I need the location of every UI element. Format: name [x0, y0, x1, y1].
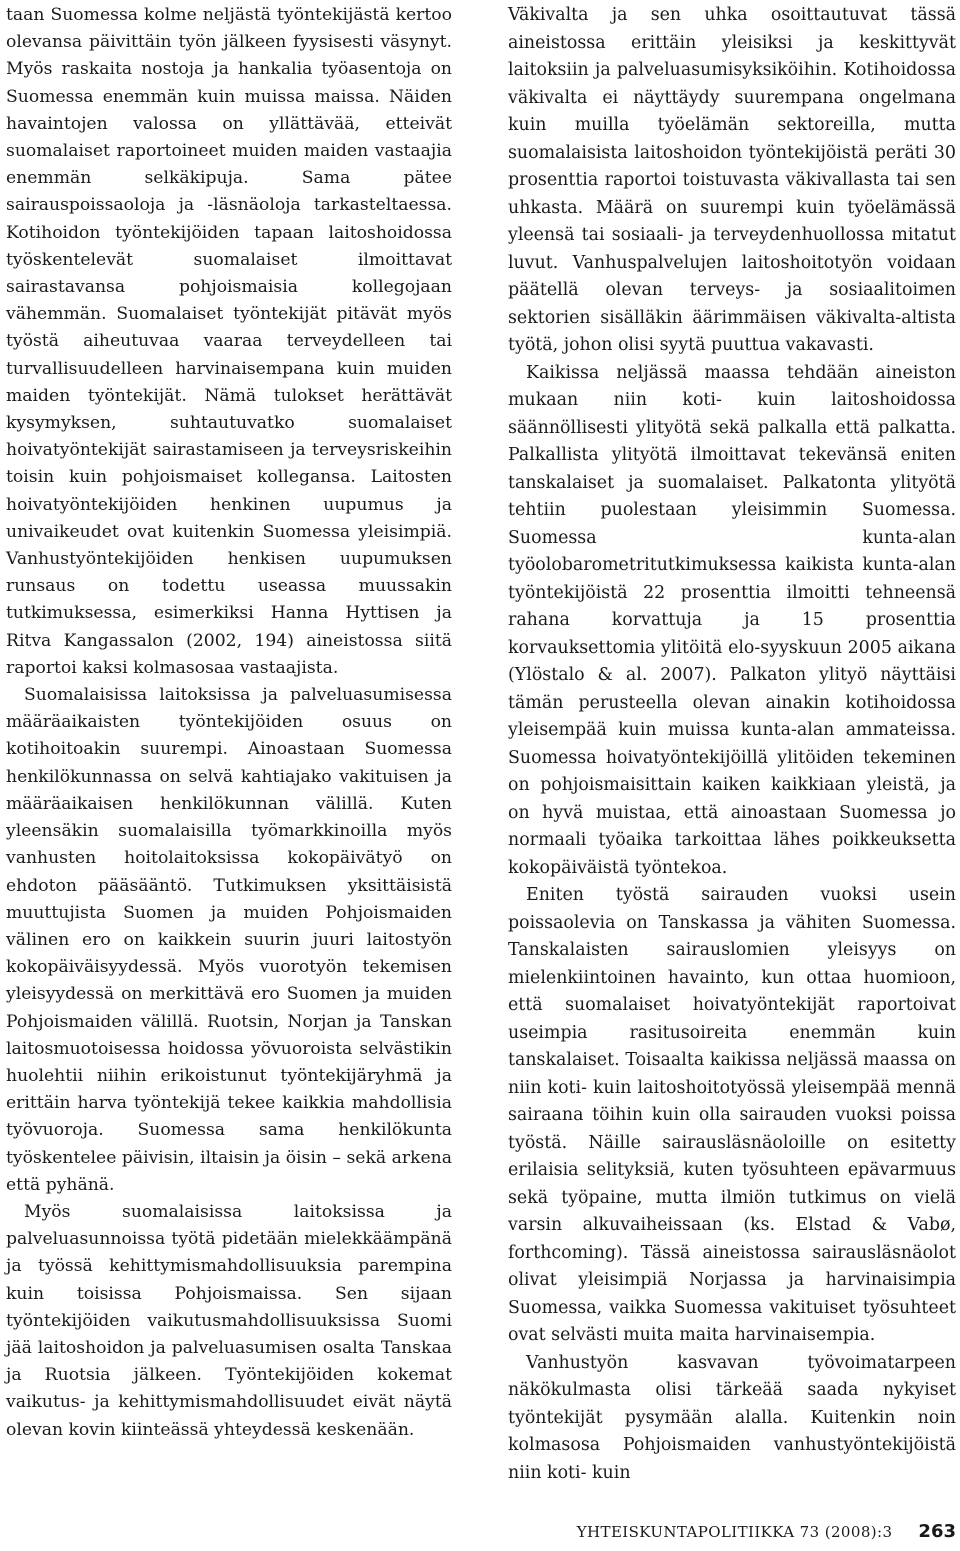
body-paragraph: Väkivalta ja sen uhka osoittautuvat tässä aineistossa erittäin yleisiksi ja keskittyvät laitoksiin ja palveluasumisyksiköihin. Kotihoidossa väkivalta ei näyttäydy suurempana ongelmana kuin muilla työelämän sektoreilla, mutta suomalaisista laitoshoidon työntekijöistä peräti 30 prosenttia raportoi toistuvasta väkivallasta tai sen uhkasta. Määrä on suurempi kuin työelämässä yleensä tai sosiaali- ja terveydenhuollossa mitatut luvut. Vanhuspalvelujen laitoshoitotyön voidaan päätellä olevan terveys- ja sosiaalitoimen sektorien sisälläkin äärimmäisen väkivalta-altista työtä, johon olisi syytä puuttua vakavasti. — [508, 5, 956, 355]
body-paragraph: Kaikissa neljässä maassa tehdään aineiston mukaan niin koti- kuin laitoshoidossa säännöllisesti ylityötä sekä palkalla että palkatta. Palkallista ylityötä ilmoittavat tekevänsä eniten tanskalaiset ja suomalaiset. Palkatonta ylityötä tehtiin puolestaan yleisimmin Suomessa. Suomessa kunta-alan työolobarometritutkimuksessa kaikista kunta-alan työntekijöistä 22 prosenttia ilmoitti tehneensä rahana korvattuja ja 15 prosenttia korvauksettomia ylitöitä elo-syyskuun 2005 aikana (Ylöstalo & al. 2007). Palkaton ylityö näyttäisi tämän perusteella olevan ainakin kotihoidossa yleisempää kuin muissa kunta-alan ammateissa. Suomessa hoivatyöntekijöillä ylitöiden tekeminen on pohjoismaisittain kaiken kaikkiaan yleistä, ja on hyvä muistaa, että ainoastaan Suomessa jo normaali työaika tarkoittaa lähes poikkeuksetta kokopäiväistä työntekoa. — [508, 362, 956, 878]
body-paragraph: taan Suomessa kolme neljästä työntekijästä kertoo olevansa päivittäin työn jälkeen fyysisesti väsynyt. Myös raskaita nostoja ja hankalia työasentoja on Suomessa enemmän kuin muissa maissa. Näiden havaintojen valossa on yllättävää, etteivät suomalaiset raportoineet muiden maiden vastaajia enemmän selkäkipuja. Sama pätee sairauspoissaoloja ja -läsnäoloja tarkasteltaessa. Kotihoidon työntekijöiden tapaan laitoshoidossa työskentelevät suomalaiset ilmoittavat sairastavansa pohjoismaisia kollegojaan vähemmän. Suomalaiset työntekijät pitävät myös työstä aiheutuvaa vaaraa terveydelleen tai turvallisuudelleen harvinaisempana kuin muiden maiden työntekijät. Nämä tulokset herättävät kysymyksen, suhtautuvatko suomalaiset hoivatyöntekijät sairastamiseen ja terveysriskeihin toisin kuin pohjoismaiset kollegansa. Laitosten hoivatyöntekijöiden henkinen uupumus ja univaikeudet ovat kuitenkin Suomessa yleisimpiä. Vanhustyöntekijöiden henkisen uupumuksen runsaus on todettu useassa muussakin tutkimuksessa, esimerkiksi Hanna Hyttisen ja Ritva Kangassalon (2002, 194) aineistossa siitä raportoi kaksi kolmasosaa vastaajista. — [6, 5, 452, 678]
body-paragraph: Eniten työstä sairauden vuoksi usein poissaolevia on Tanskassa ja vähiten Suomessa. Tanskalaisten sairauslomien yleisyys on mielenkiintoinen havainto, kun ottaa huomioon, että suomalaiset hoivatyöntekijät raportoivat useimpia rasitusoireita enemmän kuin tanskalaiset. Toisaalta kaikissa neljässä maassa on niin koti- kuin laitoshoitotyössä yleisempää mennä sairaana töihin kuin olla sairauden vuoksi poissa työstä. Näille sairausläsnäoloille on esitetty erilaisia selityksiä, kuten työsuhteen epävarmuus sekä työpaine, mutta ilmiön tutkimus on vielä varsin alkuvaiheissaan (ks. Elstad & Vabø, forthcoming). Tässä aineistossa sairausläsnäolot olivat yleisimpiä Norjassa ja harvinaisimpia Suomessa, vaikka Suomessa vakituiset työsuhteet ovat selvästi muita maita harvinaisempia. — [508, 885, 956, 1345]
journal-citation: YHTEISKUNTAPOLITIIKKA 73 (2008):3 — [576, 1523, 893, 1541]
left-text-column — [6, 2, 452, 1444]
page-number: 263 — [918, 1521, 956, 1542]
body-paragraph: Vanhustyön kasvavan työvoimatarpeen näkökulmasta olisi tärkeää saada nykyiset työntekijät pysymään alalla. Kuitenkin noin kolmasosa Pohjoismaiden vanhustyöntekijöistä niin koti- kuin — [508, 1352, 956, 1483]
page-footer — [577, 1521, 956, 1542]
right-text-column — [508, 2, 956, 1487]
body-paragraph: Suomalaisissa laitoksissa ja palveluasumisessa määräaikaisten työntekijöiden osuus on kotihoitoakin suurempi. Ainoastaan Suomessa henkilökunnassa on selvä kahtiajako vakituisen ja määräaikaisen henkilökunnan välillä. Kuten yleensäkin suomalaisilla työmarkkinoilla myös vanhusten hoitolaitoksissa kokopäivätyö on ehdoton pääsääntö. Tutkimuksen yksittäisistä muuttujista Suomen ja muiden Pohjoismaiden välinen ero on kaikkein suurin juuri laitostyön kokopäiväisyydessä. Myös vuorotyön tekemisen yleisyydessä on merkittävä ero Suomen ja muiden Pohjoismaiden välillä. Ruotsin, Norjan ja Tanskan laitosmuotoisessa hoidossa yövuoroista selvästikin huolehtii niihin erikoistunut työntekijäryhmä ja erittäin harva työntekijä tekee kaikkia mahdollisia työvuoroja. Suomessa sama henkilökunta työskentelee päivisin, iltaisin ja öisin – sekä arkena että pyhänä. — [6, 685, 452, 1195]
body-paragraph: Myös suomalaisissa laitoksissa ja palveluasunnoissa työtä pidetään mielekkäämpänä ja työssä kehittymismahdollisuuksia parempina kuin toisissa Pohjoismaissa. Sen sijaan työntekijöiden vaikutusmahdollisuuksissa Suomi jää laitoshoidon ja palveluasumisen osalta Tanskaa ja Ruotsia jälkeen. Työntekijöiden kokemat vaikutus- ja kehittymismahdollisuudet eivät näytä olevan kovin kiinteässä yhteydessä keskenään. — [6, 1201, 452, 1440]
